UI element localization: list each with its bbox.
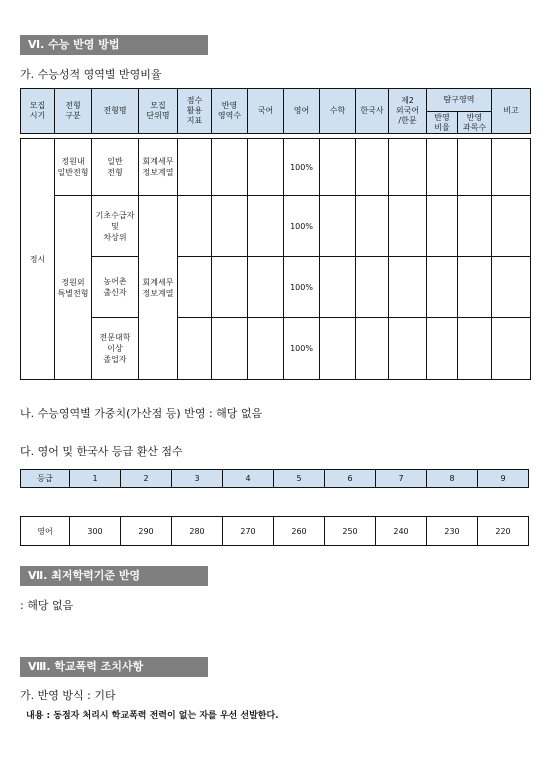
subheading-a: 가. 수능성적 영역별 반영비율 xyxy=(20,68,162,81)
suneung-ratio-table xyxy=(20,88,531,380)
header-recruit-time: 모집 시기 xyxy=(21,89,55,134)
score-cell: 290 xyxy=(121,517,172,546)
header-type-name: 전형명 xyxy=(92,89,139,134)
header-inquiry-subjects: 반영 과목수 xyxy=(458,112,492,134)
section-7-header: Ⅶ. 최저학력기준 반영 xyxy=(20,566,208,586)
subheading-b: 나. 수능영역별 가중치(가산점 등) 반영 : 해당 없음 xyxy=(20,407,263,420)
grade-header: 7 xyxy=(376,470,427,488)
header-note: 비고 xyxy=(492,89,531,134)
table-row xyxy=(21,139,531,196)
header-foreign: 제2 외국어 /한문 xyxy=(389,89,427,134)
subheading-8a: 가. 반영 방식 : 기타 xyxy=(20,689,116,702)
score-cell: 220 xyxy=(478,517,529,546)
cell-english: 100% xyxy=(284,257,320,318)
table-gap xyxy=(21,488,529,517)
table-row xyxy=(21,318,531,380)
cell-type-category: 정원내 일반전형 xyxy=(55,139,92,196)
cell-english: 100% xyxy=(284,318,320,380)
grade-header: 2 xyxy=(121,470,172,488)
section-8-header: Ⅷ. 학교폭력 조치사항 xyxy=(20,657,208,677)
score-cell: 260 xyxy=(274,517,325,546)
grade-header: 9 xyxy=(478,470,529,488)
section-7-text: : 해당 없음 xyxy=(20,599,74,612)
score-cell: 250 xyxy=(325,517,376,546)
cell-recruit-time: 정시 xyxy=(21,139,55,380)
header-area-count: 반영 영역수 xyxy=(212,89,248,134)
score-cell: 270 xyxy=(223,517,274,546)
header-english: 영어 xyxy=(284,89,320,134)
table-row xyxy=(21,517,529,546)
grade-header: 4 xyxy=(223,470,274,488)
cell-type-name: 전문대학 이상 졸업자 xyxy=(92,318,139,380)
grade-header: 8 xyxy=(427,470,478,488)
header-korean: 국어 xyxy=(248,89,284,134)
score-cell: 280 xyxy=(172,517,223,546)
score-cell: 230 xyxy=(427,517,478,546)
header-score-index: 점수 활용 지표 xyxy=(178,89,212,134)
cell-english: 100% xyxy=(284,196,320,257)
grade-header: 3 xyxy=(172,470,223,488)
section-8-note: 내용 : 동점자 처리시 학교폭력 전력이 없는 자를 우선 선발한다. xyxy=(26,711,279,721)
score-cell: 300 xyxy=(70,517,121,546)
header-type-category: 전형 구분 xyxy=(55,89,92,134)
header-inquiry: 탐구영역 xyxy=(427,89,492,112)
table-row xyxy=(21,196,531,257)
header-history: 한국사 xyxy=(356,89,389,134)
cell-type-name: 일반 전형 xyxy=(92,139,139,196)
grade-header: 1 xyxy=(70,470,121,488)
table-row xyxy=(21,257,531,318)
cell-unit: 회계세무 정보계열 xyxy=(139,139,178,196)
cell-type-name: 기초수급자 및 차상위 xyxy=(92,196,139,257)
cell-type-category: 정원외 특별전형 xyxy=(55,196,92,380)
subheading-c: 다. 영어 및 한국사 등급 환산 점수 xyxy=(20,445,183,458)
grade-header: 6 xyxy=(325,470,376,488)
header-unit: 모집 단위명 xyxy=(139,89,178,134)
score-cell: 240 xyxy=(376,517,427,546)
grade-header-label: 등급 xyxy=(21,470,70,488)
grade-conversion-table xyxy=(20,469,529,546)
grade-row-label: 영어 xyxy=(21,517,70,546)
grade-header: 5 xyxy=(274,470,325,488)
section-6-header: Ⅵ. 수능 반영 방법 xyxy=(20,35,208,55)
header-inquiry-ratio: 반영 비율 xyxy=(427,112,458,134)
header-math: 수학 xyxy=(320,89,356,134)
cell-english: 100% xyxy=(284,139,320,196)
cell-unit: 회계세무 정보계열 xyxy=(139,196,178,380)
cell-type-name: 농어촌 출신자 xyxy=(92,257,139,318)
